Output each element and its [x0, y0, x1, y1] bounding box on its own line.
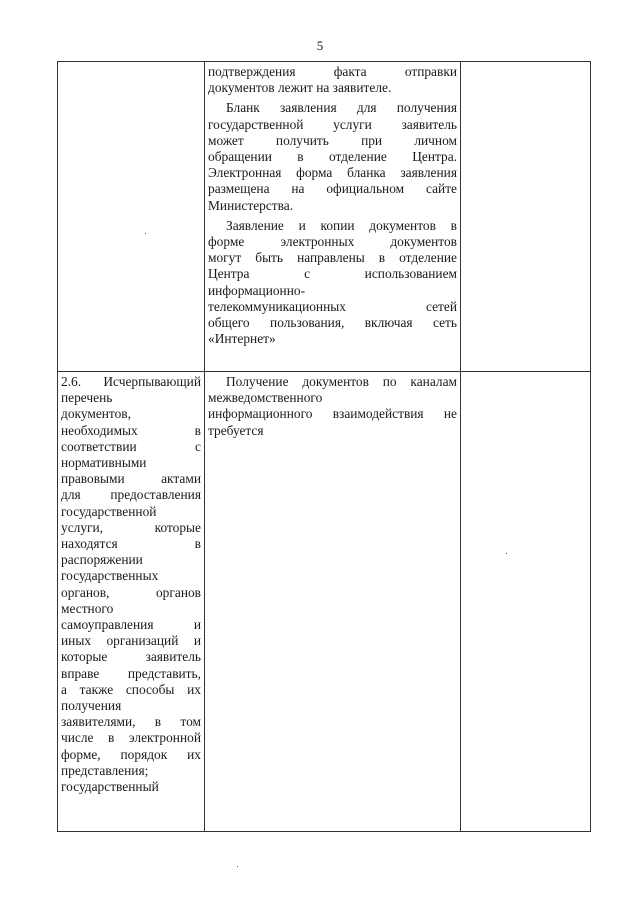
paragraph-line: Министерства.: [208, 197, 294, 213]
paragraph-line: документов лежит на заявителе.: [208, 80, 392, 96]
section-heading-line: для предоставления: [61, 487, 201, 503]
section-heading-line: документов,: [61, 406, 131, 422]
section-heading-line: государственный: [61, 779, 159, 795]
section-heading-line: распоряжении: [61, 552, 143, 568]
paragraph-line: информационного взаимодействия не: [208, 406, 457, 422]
section-heading-line: получения: [61, 698, 122, 714]
row1-col1-cell: [58, 62, 205, 372]
paragraph-line: Центра с использованием: [208, 266, 457, 282]
section-heading-line: иных организаций и: [61, 633, 201, 649]
section-heading-line: правовыми актами: [61, 471, 201, 487]
table-row: [58, 372, 591, 832]
row1-col2-cell: [205, 62, 461, 372]
section-heading-line: услуги, которые: [61, 519, 201, 535]
paragraph-line: Получение документов по каналам: [226, 374, 457, 389]
page-number: 5: [316, 38, 324, 53]
regulation-table: [57, 61, 591, 832]
row2-col1-cell: [58, 372, 205, 832]
paragraph: [208, 218, 457, 348]
section-heading-line: органов, органов: [61, 584, 201, 600]
section-heading-line: вправе представить,: [61, 665, 201, 681]
section-heading-line: необходимых в: [61, 422, 201, 438]
paragraph-line: Бланк заявления для получения: [226, 100, 457, 116]
row2-col3-cell: [461, 372, 591, 832]
paragraph-line: подтверждения факта отправки: [208, 64, 457, 79]
section-heading-line: нормативными: [61, 455, 147, 471]
paragraph-line: телекоммуникационных сетей: [208, 298, 457, 314]
paragraph-line: общего пользования, включая сеть: [208, 315, 457, 331]
paragraph-line: межведомственного: [208, 390, 323, 406]
paragraph-line: «Интернет»: [208, 331, 276, 347]
section-heading-line: местного: [61, 600, 114, 616]
section-heading-line: 2.6. Исчерпывающий: [61, 374, 201, 389]
paragraph: [208, 100, 457, 213]
section-heading-line: находятся в: [61, 536, 201, 552]
scan-speck: [145, 233, 146, 234]
section-heading-line: государственной: [61, 503, 157, 519]
section-heading-line: представления;: [61, 762, 149, 778]
paragraph-line: размещена на официальном сайте: [208, 181, 457, 197]
paragraph: [208, 64, 457, 96]
paragraph-line: может получить при личном: [208, 132, 457, 148]
paragraph-line: информационно-: [208, 282, 306, 298]
paragraph-line: могут быть направлены в отделение: [208, 250, 457, 266]
paragraph: [208, 374, 457, 439]
section-heading-line: а также способы их: [61, 681, 201, 697]
section-heading-line: заявителями, в том: [61, 714, 201, 730]
paragraph-line: Электронная форма бланка заявления: [208, 165, 457, 181]
section-heading-line: самоуправления и: [61, 617, 201, 633]
table-row: [58, 62, 591, 372]
section-heading-line: которые заявитель: [61, 649, 201, 665]
paragraph-line: Заявление и копии документов в: [226, 217, 457, 233]
paragraph-line: государственной услуги заявитель: [208, 116, 457, 132]
row2-col2-cell: [205, 372, 461, 832]
section-heading-line: числе в электронной: [61, 730, 201, 746]
section-heading-line: соответствии с: [61, 438, 201, 454]
section-heading-line: государственных: [61, 568, 159, 584]
scan-speck: [237, 866, 238, 867]
row1-col3-cell: [461, 62, 591, 372]
section-heading-line: перечень: [61, 390, 113, 406]
section-heading-line: форме, порядок их: [61, 746, 201, 762]
paragraph-line: обращении в отделение Центра.: [208, 149, 457, 165]
paragraph-line: форме электронных документов: [208, 234, 457, 250]
scan-speck: [506, 553, 507, 554]
paragraph-line: требуется: [208, 422, 264, 438]
